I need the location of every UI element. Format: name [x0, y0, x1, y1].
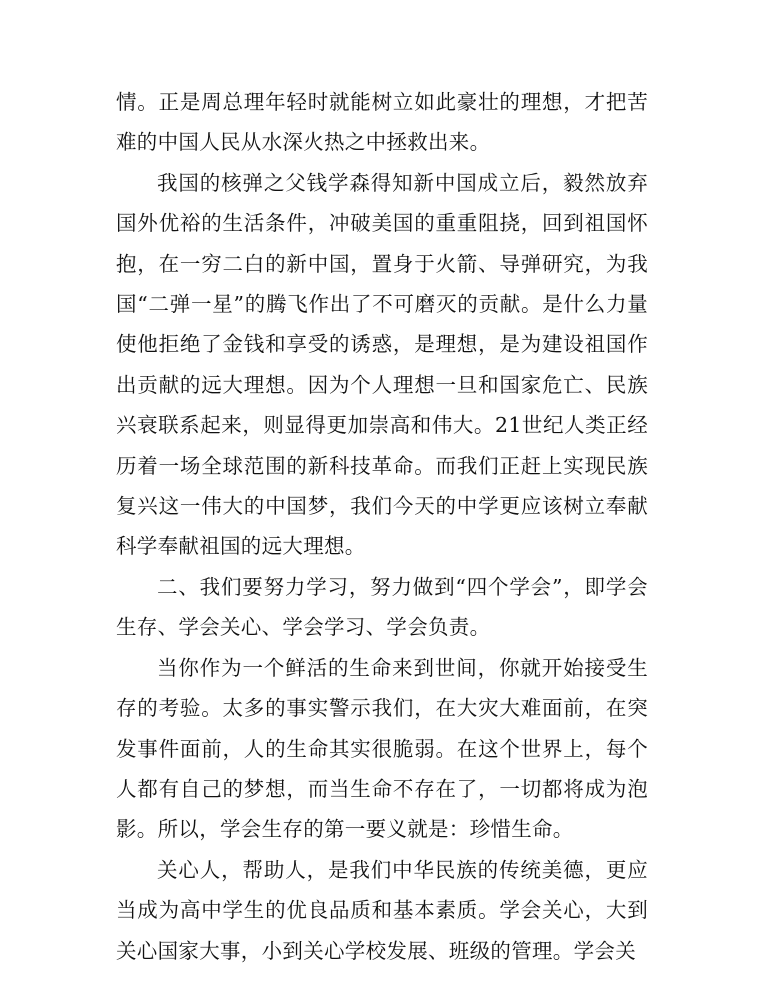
paragraph-5: 关心人，帮助人，是我们中华民族的传统美德，更应当成为高中学生的优良品质和基本素质。学会关心，大到关心国家大事，小到关心学校发展、班级的管理。学会关	[116, 857, 648, 963]
paragraph-3: 二、我们要努力学习，努力做到“四个学会”，即学会生存、学会关心、学会学习、学会负责。	[116, 574, 648, 640]
paragraph-2: 我国的核弹之父钱学森得知新中国成立后，毅然放弃国外优裕的生活条件，冲破美国的重重阻挠，回到祖国怀抱，在一穷二白的新中国，置身于火箭、导弹研究，为我国“二弹一星”的腾飞作出了不可磨灭的贡献。是什么力量使他拒绝了金钱和享受的诱惑，是理想，是为建设祖国作出贡献的远大理想。因为个人理想一旦和国家危亡、民族兴衰联系起来，则显得更加崇高和伟大。21世纪人类正经历着一场全球范围的新科技革命。而我们正赶上实现民族复兴这一伟大的中国梦，我们今天的中学更应该树立奉献科学奉献祖国的远大理想。	[116, 170, 648, 559]
paragraph-4: 当你作为一个鲜活的生命来到世间，你就开始接受生存的考验。太多的事实警示我们，在大灾大难面前，在突发事件面前，人的生命其实很脆弱。在这个世界上，每个人都有自己的梦想，而当生命不存在了，一切都将成为泡影。所以，学会生存的第一要义就是：珍惜生命。	[116, 655, 648, 842]
document-body	[116, 82, 648, 971]
paragraph-1: 情。正是周总理年轻时就能树立如此豪壮的理想，才把苦难的中国人民从水深火热之中拯救出来。	[116, 90, 648, 155]
